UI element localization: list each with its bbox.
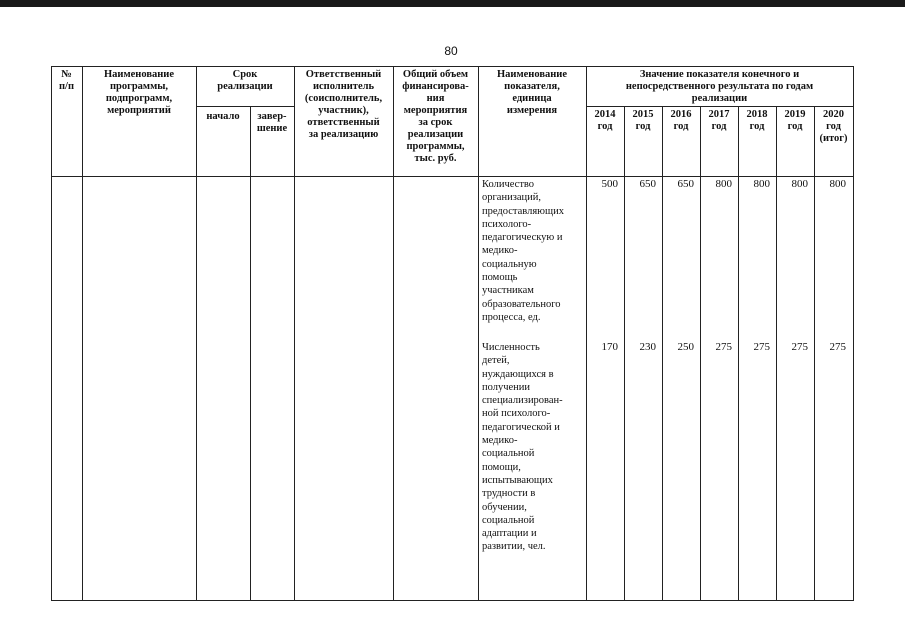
header-year-2017: 2017 год <box>708 109 730 132</box>
header-year-2014: 2014 год <box>594 109 616 132</box>
col-border <box>478 66 479 601</box>
header-number: № п/п <box>58 69 75 92</box>
table-top-border <box>51 66 853 67</box>
col-border <box>250 106 251 601</box>
values-divider <box>586 106 853 107</box>
value-2018: 275 <box>753 341 770 353</box>
value-2017: 275 <box>715 341 732 353</box>
value-2014: 170 <box>601 341 618 353</box>
header-executor: Ответственный исполнитель (соисполнитель, участник), ответственный за реализацию <box>304 69 383 140</box>
value-2020: 800 <box>829 178 846 190</box>
header-year-2018: 2018 год <box>746 109 768 132</box>
value-2016: 250 <box>677 341 694 353</box>
header-funding: Общий объем финансирова- ния мероприятия за срок реализации программы, тыс. руб. <box>402 69 469 164</box>
col-border <box>196 66 197 601</box>
header-year-2015: 2015 год <box>632 109 654 132</box>
term-divider <box>196 106 294 107</box>
header-bottom-border <box>51 176 853 177</box>
header-program-name: Наименование программы, подпрограмм, мероприятий <box>104 69 174 116</box>
value-2020: 275 <box>829 341 846 353</box>
col-border <box>82 66 83 601</box>
indicator-name-children: Численность детей, нуждающихся в получении специализирован- ной психолого- педагогической и медико- социальной помощи, испытывающих трудности в обучении, социальной адаптации и развитии, чел. <box>482 342 563 553</box>
value-2015: 650 <box>639 178 656 190</box>
value-2015: 230 <box>639 341 656 353</box>
header-term-end: завер- шение <box>256 111 288 134</box>
header-term: Срок реализации <box>217 69 273 92</box>
value-2016: 650 <box>677 178 694 190</box>
col-border <box>586 66 587 601</box>
table-bottom-border <box>51 600 853 601</box>
header-term-start: начало <box>206 111 240 122</box>
header-year-2019: 2019 год <box>784 109 806 132</box>
value-2019: 275 <box>791 341 808 353</box>
value-2014: 500 <box>601 178 618 190</box>
header-indicator: Наименование показателя, единица измерения <box>497 69 567 116</box>
header-values-title: Значение показателя конечного и непосредственного результата по годам реализации <box>625 69 814 104</box>
col-border <box>294 66 295 601</box>
page-number: 80 <box>444 44 458 58</box>
value-2017: 800 <box>715 178 732 190</box>
header-year-2016: 2016 год <box>670 109 692 132</box>
header-year-2020: 2020 год (итог) <box>819 109 848 144</box>
col-border <box>51 66 52 601</box>
indicator-name-organizations: Количество организаций, предоставляющих психолого- педагогическую и медико- социальную помощь участникам образовательного процесса, ед. <box>482 179 564 323</box>
value-2018: 800 <box>753 178 770 190</box>
col-border <box>853 66 854 601</box>
value-2019: 800 <box>791 178 808 190</box>
